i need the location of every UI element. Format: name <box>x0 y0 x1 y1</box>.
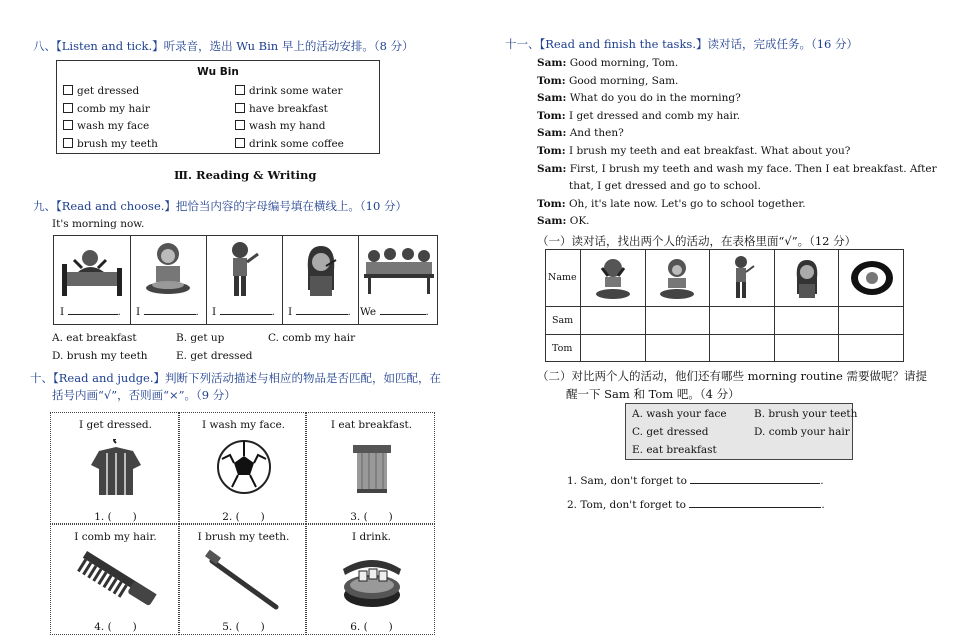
blank-2[interactable]: I . <box>136 306 199 318</box>
eat-breakfast-icon <box>658 256 696 302</box>
food-box-icon <box>339 549 405 615</box>
judge-cell: I wash my face. 2. ( ) <box>179 412 306 524</box>
table-header-name: Name <box>548 272 577 283</box>
get-dressed-icon <box>727 254 757 302</box>
checkbox[interactable] <box>63 103 73 113</box>
brush-teeth-icon <box>296 240 346 302</box>
checkbox[interactable] <box>235 138 245 148</box>
football-icon <box>216 439 272 495</box>
option-e: E. eat breakfast <box>632 444 717 456</box>
clothes-icon <box>89 439 143 499</box>
left-tick-list <box>63 83 158 153</box>
question-2: 2. Tom, don't forget to . <box>567 499 825 511</box>
blank-1[interactable]: I . <box>60 306 121 318</box>
tick-item[interactable]: drink some coffee <box>235 136 344 154</box>
dialogue-line: Tom: I brush my teeth and eat breakfast. What about you? <box>537 144 851 157</box>
eat-breakfast-icon <box>140 240 196 300</box>
section-11-title: 十一、【Read and finish the tasks.】读对话，完成任务。（16 分） <box>505 37 859 51</box>
tick-item[interactable]: comb my hair <box>63 101 158 119</box>
section-10-title-line2: 括号内画“√”，否则画“×”。（9 分） <box>52 388 236 402</box>
tick-item[interactable]: get dressed <box>63 83 158 101</box>
answer-line-2[interactable] <box>689 507 821 508</box>
wash-face-icon <box>594 256 632 302</box>
judge-cell: I get dressed. 1. ( ) <box>50 412 179 524</box>
option-b: B. brush your teeth <box>754 408 858 420</box>
comb-icon <box>71 549 161 615</box>
option-c: C. get dressed <box>632 426 709 438</box>
option-c: C. comb my hair <box>268 332 356 344</box>
option-e: E. get dressed <box>176 350 253 362</box>
answer-bracket[interactable]: 4. ( ) <box>94 621 137 633</box>
option-a: A. wash your face <box>632 408 727 420</box>
right-tick-list <box>235 83 344 153</box>
wu-bin-box <box>56 60 380 154</box>
tick-item[interactable]: wash my hand <box>235 118 344 136</box>
section-9-title: 九、【Read and choose.】把恰当内容的字母编号填在横线上。（10 分） <box>33 199 407 213</box>
judge-cell: I eat breakfast. 3. ( ) <box>306 412 435 524</box>
blank-4[interactable]: I . <box>288 306 351 318</box>
intro-text: It's morning now. <box>52 218 145 230</box>
option-a: A. eat breakfast <box>52 332 137 344</box>
dialogue-line: Sam: OK. <box>537 215 590 228</box>
checkbox[interactable] <box>235 85 245 95</box>
answer-bracket[interactable]: 2. ( ) <box>222 511 265 523</box>
judge-cell: I comb my hair. 4. ( ) <box>50 524 179 635</box>
section-8-title: 八、【Listen and tick.】听录音，选出 Wu Bin 早上的活动安排。（8 分） <box>33 39 414 53</box>
option-b: B. get up <box>176 332 225 344</box>
dialogue-line: Tom: I get dressed and comb my hair. <box>537 109 741 122</box>
activity-table <box>545 249 904 362</box>
part-3-title: Ⅲ. Reading & Writing <box>174 168 317 182</box>
get-dressed-icon <box>220 240 266 302</box>
row-label-sam: Sam <box>552 315 574 326</box>
blank-5[interactable]: We . <box>360 306 429 318</box>
answer-bracket[interactable]: 1. ( ) <box>94 511 137 523</box>
checkbox[interactable] <box>235 103 245 113</box>
answer-bracket[interactable]: 6. ( ) <box>350 621 393 633</box>
answer-line-1[interactable] <box>690 483 820 484</box>
row-label-tom: Tom <box>552 343 573 354</box>
dialogue-line: Tom: Good morning, Sam. <box>537 74 679 87</box>
checkbox[interactable] <box>63 138 73 148</box>
tick-item[interactable]: have breakfast <box>235 101 344 119</box>
section-10-title-line1: 十、【Read and judge.】判断下列活动描述与相应的物品是否匹配，如匹配，在 <box>30 371 442 385</box>
picture-strip <box>53 235 438 325</box>
egg-toast-icon <box>849 258 895 298</box>
task-1-title: （一）读对话，找出两个人的活动，在表格里面“√”。（12 分） <box>537 234 857 248</box>
wu-bin-box-title: Wu Bin <box>197 66 239 78</box>
checkbox[interactable] <box>63 120 73 130</box>
tick-item[interactable]: wash my face <box>63 118 158 136</box>
dialogue-line: Sam: And then? <box>537 127 624 140</box>
tick-item[interactable]: brush my teeth <box>63 136 158 154</box>
checkbox[interactable] <box>235 120 245 130</box>
family-table-icon <box>362 242 436 300</box>
answer-bracket[interactable]: 5. ( ) <box>222 621 265 633</box>
checkbox[interactable] <box>63 85 73 95</box>
dialogue-line: Sam: What do you do in the morning? <box>537 92 741 105</box>
task-2-title-line1: （二）对比两个人的活动，他们还有哪些 morning routine 需要做呢？请提 <box>537 369 927 383</box>
options-box <box>625 403 858 460</box>
judge-cell: I brush my teeth. 5. ( ) <box>179 524 306 635</box>
toothbrush-icon <box>202 549 286 615</box>
dialogue-line: Tom: Oh, it's late now. Let's go to school together. <box>537 197 806 210</box>
judge-cell: I drink. 6. ( ) <box>306 524 435 635</box>
dialogue-line: Sam: Good morning, Tom. <box>537 57 679 69</box>
dialogue <box>537 55 937 231</box>
judge-grid <box>50 412 435 635</box>
answer-bracket[interactable]: 3. ( ) <box>350 511 393 523</box>
dialogue-line: Sam: First, I brush my teeth and wash my face. Then I eat breakfast. After <box>537 162 937 175</box>
question-1: 1. Sam, don't forget to . <box>567 475 824 487</box>
task-2-title-line2: 醒一下 Sam 和 Tom 吧。（4 分） <box>566 387 740 401</box>
towel-icon <box>347 439 397 499</box>
option-d: D. comb your hair <box>754 426 850 438</box>
tick-item[interactable]: drink some water <box>235 83 344 101</box>
blank-3[interactable]: I . <box>212 306 275 318</box>
dialogue-line: that, I get dressed and go to school. <box>569 180 761 193</box>
option-d: D. brush my teeth <box>52 350 148 362</box>
wake-up-icon <box>60 242 124 300</box>
brush-teeth-icon <box>789 256 825 302</box>
